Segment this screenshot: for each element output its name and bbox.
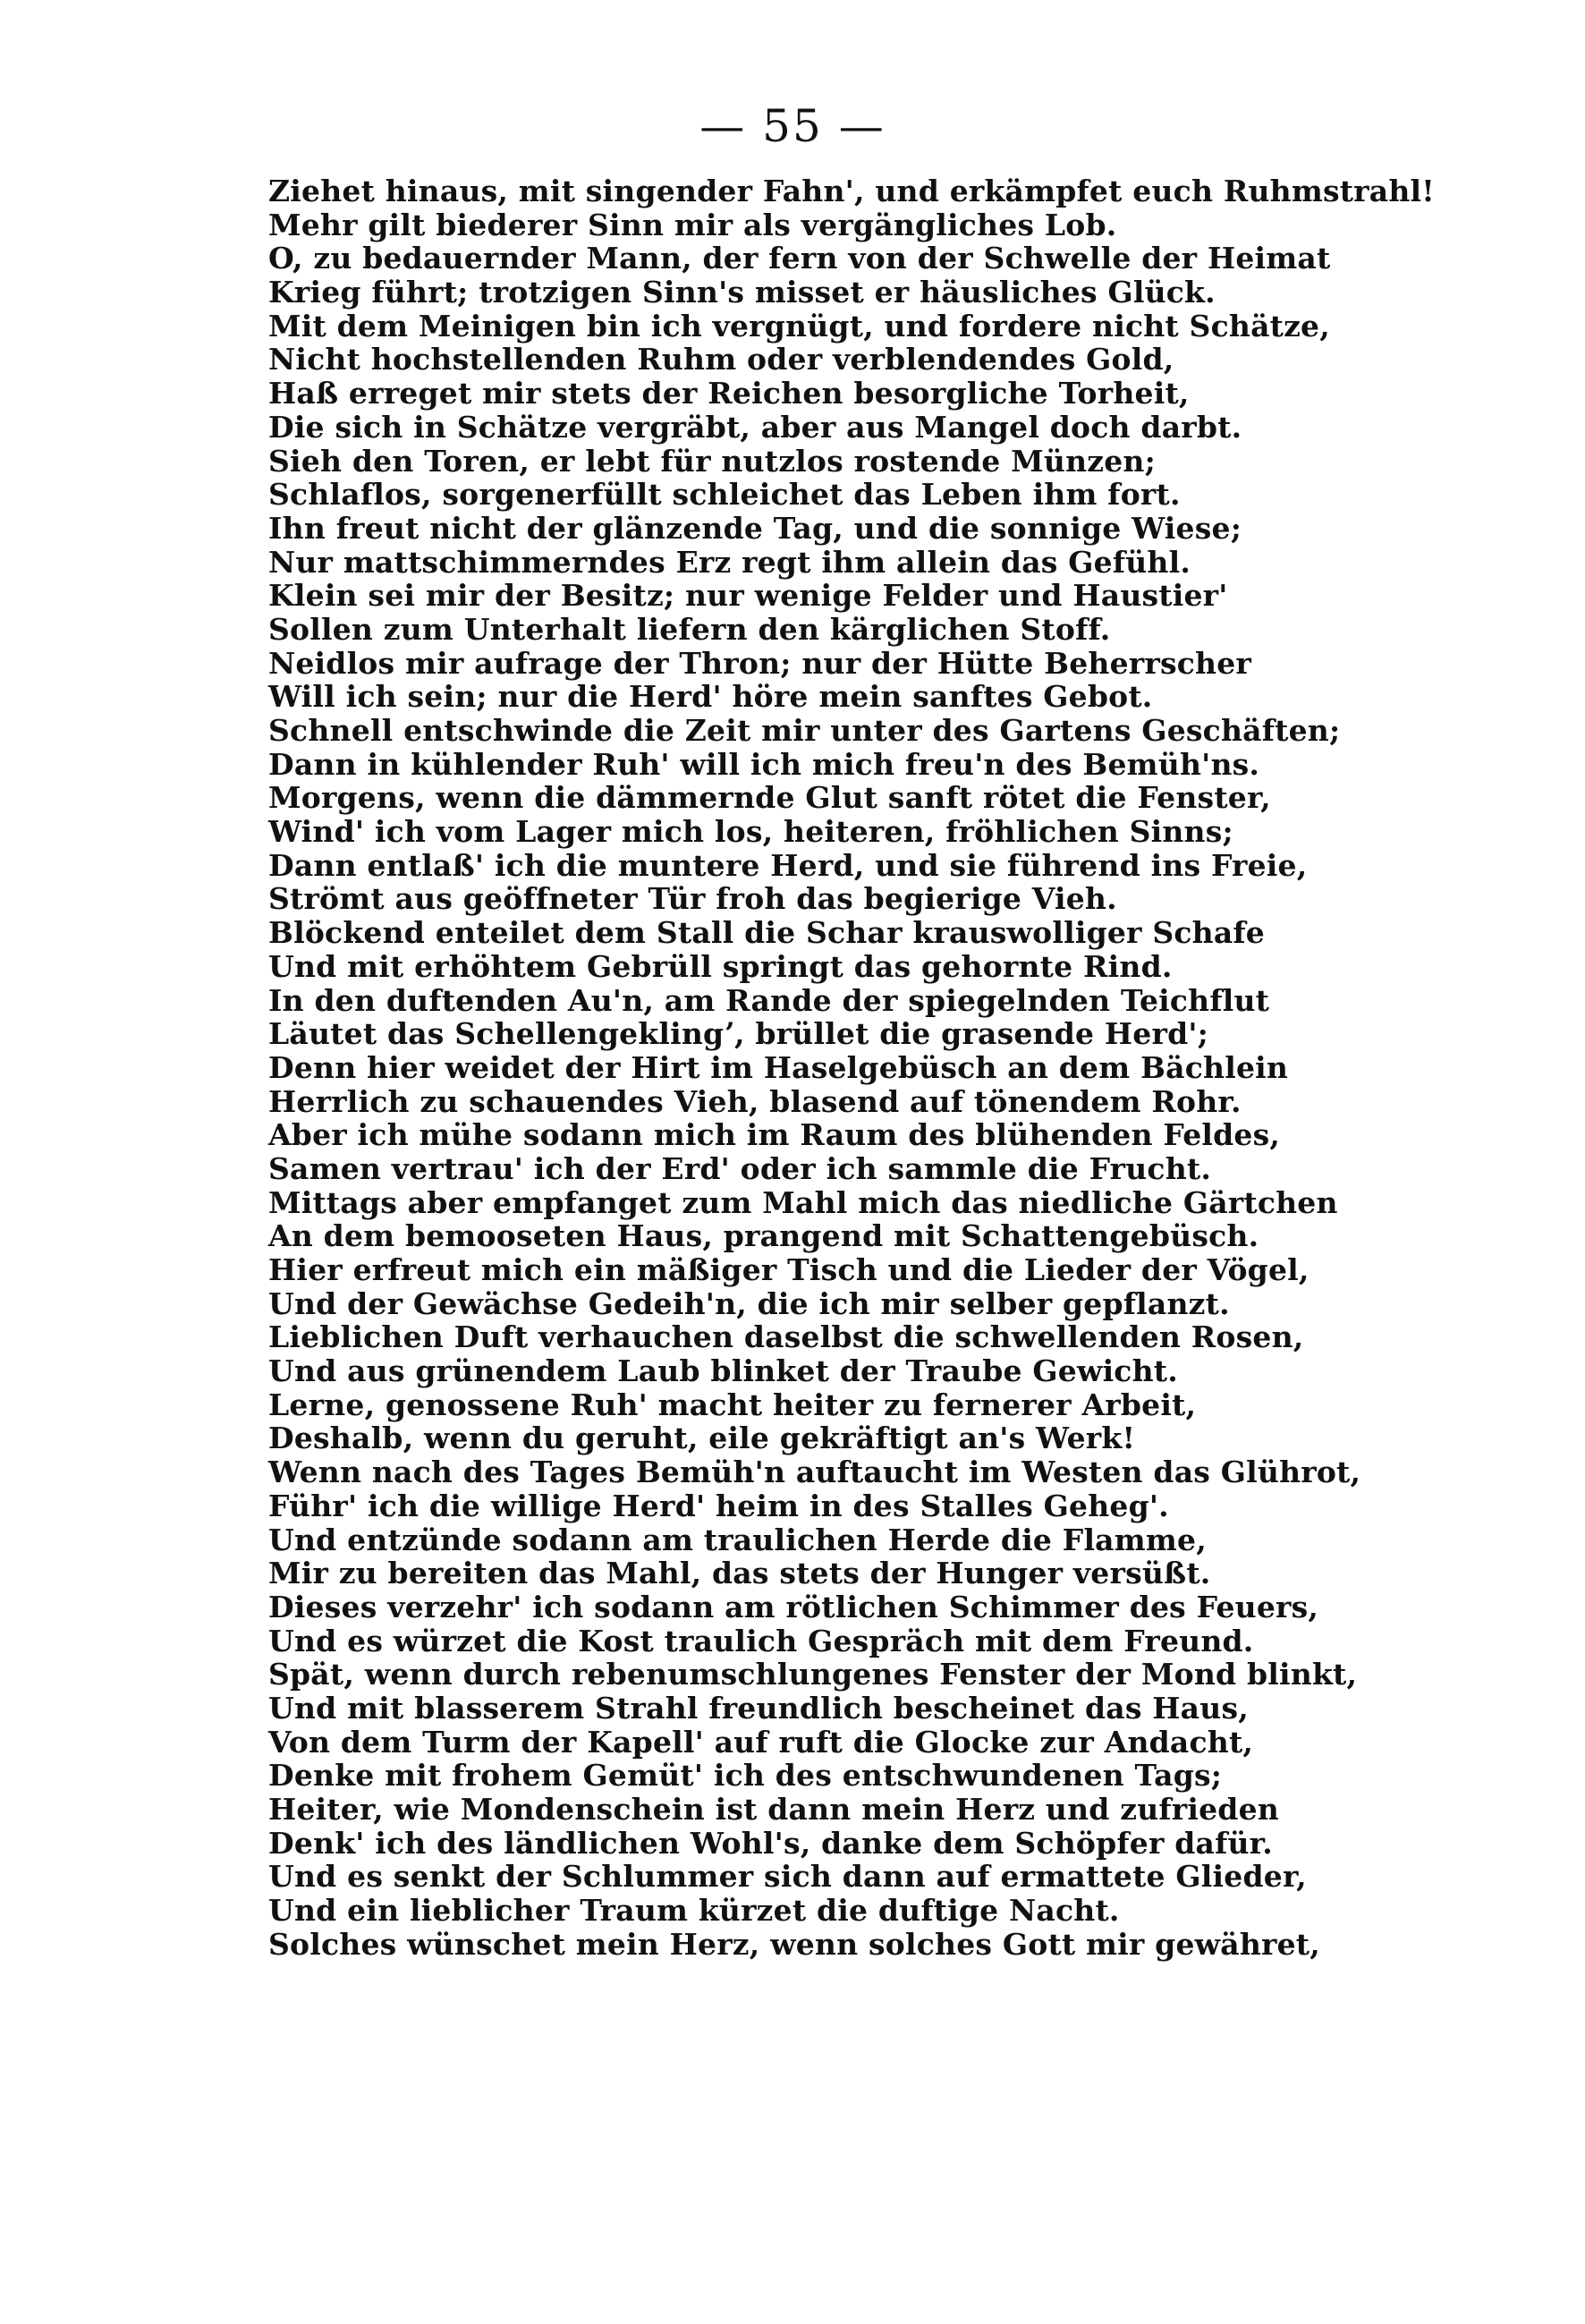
poem-line: Dieses verzehr' ich sodann am rötlichen Schimmer des Feuers, (268, 1589, 1319, 1624)
poem-line: Spät, wenn durch rebenumschlungenes Fenster der Mond blinkt, (268, 1657, 1358, 1692)
poem-line: Sieh den Toren, er lebt für nutzlos rostende Münzen; (268, 443, 1156, 479)
poem-line: Wind' ich vom Lager mich los, heiteren, fröhlichen Sinns; (268, 814, 1233, 850)
page-number: — 55 — (699, 100, 886, 152)
poem-line: Und mit blasserem Strahl freundlich bescheinet das Haus, (268, 1690, 1249, 1726)
poem-line: Ziehet hinaus, mit singender Fahn', und erkämpfet euch Ruhmstrahl! (268, 174, 1435, 208)
poem-line: Mit dem Meinigen bin ich vergnügt, und fordere nicht Schätze, (268, 308, 1330, 344)
poem-line: Denk' ich des ländlichen Wohl's, danke dem Schöpfer dafür. (268, 1825, 1273, 1861)
poem-line: Dann in kühlender Ruh' will ich mich freu'n des Bemüh'ns. (268, 746, 1260, 782)
poem-line: Nicht hochstellenden Ruhm oder verblendendes Gold, (268, 342, 1174, 377)
poem-line: Aber ich mühe sodann mich im Raum des blühenden Feldes, (268, 1117, 1281, 1153)
poem-line: Lerne, genossene Ruh' macht heiter zu fernerer Arbeit, (268, 1387, 1197, 1422)
poem-line: Und ein lieblicher Traum kürzet die duftige Nacht. (268, 1893, 1120, 1929)
poem-line: Die sich in Schätze vergräbt, aber aus Mangel doch darbt. (268, 409, 1242, 445)
poem-line: An dem bemooseten Haus, prangend mit Schattengebüsch. (268, 1218, 1259, 1254)
poem-line: Ihn freut nicht der glänzende Tag, und die sonnige Wiese; (268, 510, 1242, 546)
poem-line: Schlaflos, sorgenerfüllt schleichet das Leben ihm fort. (268, 477, 1181, 513)
poem-line: Lieblichen Duft verhauchen daselbst die schwellenden Rosen, (268, 1319, 1304, 1355)
poem-line: Deshalb, wenn du geruht, eile gekräftigt an's Werk! (268, 1421, 1136, 1456)
poem-line: Führ' ich die willige Herd' heim in des Stalles Geheg'. (268, 1488, 1169, 1523)
poem-line: Haß erreget mir stets der Reichen besorgliche Torheit, (268, 376, 1190, 411)
poem-line: Samen vertrau' ich der Erd' oder ich sammle die Frucht. (268, 1150, 1212, 1186)
poem-line: Und mit erhöhtem Gebrüll springt das gehornte Rind. (268, 948, 1173, 984)
poem-line: Und es senkt der Schlummer sich dann auf ermattete Glieder, (268, 1859, 1307, 1895)
poem-line: Mehr gilt biederer Sinn mir als vergängliches Lob. (268, 207, 1117, 242)
poem-line: In den duftenden Au'n, am Rande der spiegelnden Teichflut (268, 982, 1270, 1018)
poem-line: Läutet das Schellengeklingʼ, brüllet die grasende Herd'; (268, 1016, 1209, 1052)
poem-line: Neidlos mir aufrage der Thron; nur der Hütte Beherrscher (268, 645, 1252, 681)
poem-line: Nur mattschimmerndes Erz regt ihm allein das Gefühl. (268, 544, 1191, 580)
poem-line: O, zu bedauernder Mann, der fern von der Schwelle der Heimat (268, 241, 1331, 276)
poem-line: Und es würzet die Kost traulich Gespräch mit dem Freund. (268, 1623, 1254, 1658)
poem-line: Dann entlaß' ich die muntere Herd, und sie führend ins Freie, (268, 847, 1308, 883)
poem-line: Schnell entschwinde die Zeit mir unter des Gartens Geschäften; (268, 713, 1341, 748)
poem-line: Blöckend enteilet dem Stall die Schar krauswolliger Schafe (268, 915, 1266, 951)
poem-line: Und entzünde sodann am traulichen Herde die Flamme, (268, 1522, 1207, 1557)
poem-line: Und der Gewächse Gedeih'n, die ich mir selber gepflanzt. (268, 1285, 1230, 1321)
poem-line: Will ich sein; nur die Herd' höre mein sanftes Gebot. (268, 679, 1153, 715)
poem-line: Heiter, wie Mondenschein ist dann mein Herz und zufrieden (268, 1792, 1279, 1827)
poem-line: Solches wünschet mein Herz, wenn solches Gott mir gewähret, (268, 1926, 1320, 1962)
poem-line: Mittags aber empfanget zum Mahl mich das niedliche Gärtchen (268, 1184, 1338, 1220)
poem-line: Strömt aus geöffneter Tür froh das begierige Vieh. (268, 881, 1117, 917)
poem-line: Morgens, wenn die dämmernde Glut sanft rötet die Fenster, (268, 780, 1271, 816)
poem-line: Klein sei mir der Besitz; nur wenige Felder und Haustier' (268, 578, 1228, 614)
poem-line: Herrlich zu schauendes Vieh, blasend auf tönendem Rohr. (268, 1083, 1242, 1119)
poem-line: Denn hier weidet der Hirt im Haselgebüsch an dem Bächlein (268, 1049, 1289, 1085)
poem-line: Wenn nach des Tages Bemüh'n auftaucht im Westen das Glührot, (268, 1455, 1361, 1490)
poem-line: Und aus grünendem Laub blinket der Traube Gewicht. (268, 1353, 1178, 1389)
poem-line: Sollen zum Unterhalt liefern den kärglichen Stoff. (268, 611, 1111, 647)
poem-line: Hier erfreut mich ein mäßiger Tisch und die Lieder der Vögel, (268, 1252, 1310, 1287)
poem-line: Denke mit frohem Gemüt' ich des entschwundenen Tags; (268, 1758, 1223, 1794)
poem-line: Von dem Turm der Kapell' auf ruft die Glocke zur Andacht, (268, 1724, 1254, 1760)
poem-line: Krieg führt; trotzigen Sinn's misset er häusliches Glück. (268, 275, 1216, 310)
poem-line: Mir zu bereiten das Mahl, das stets der Hunger versüßt. (268, 1556, 1211, 1591)
poem-text (268, 174, 1574, 1961)
